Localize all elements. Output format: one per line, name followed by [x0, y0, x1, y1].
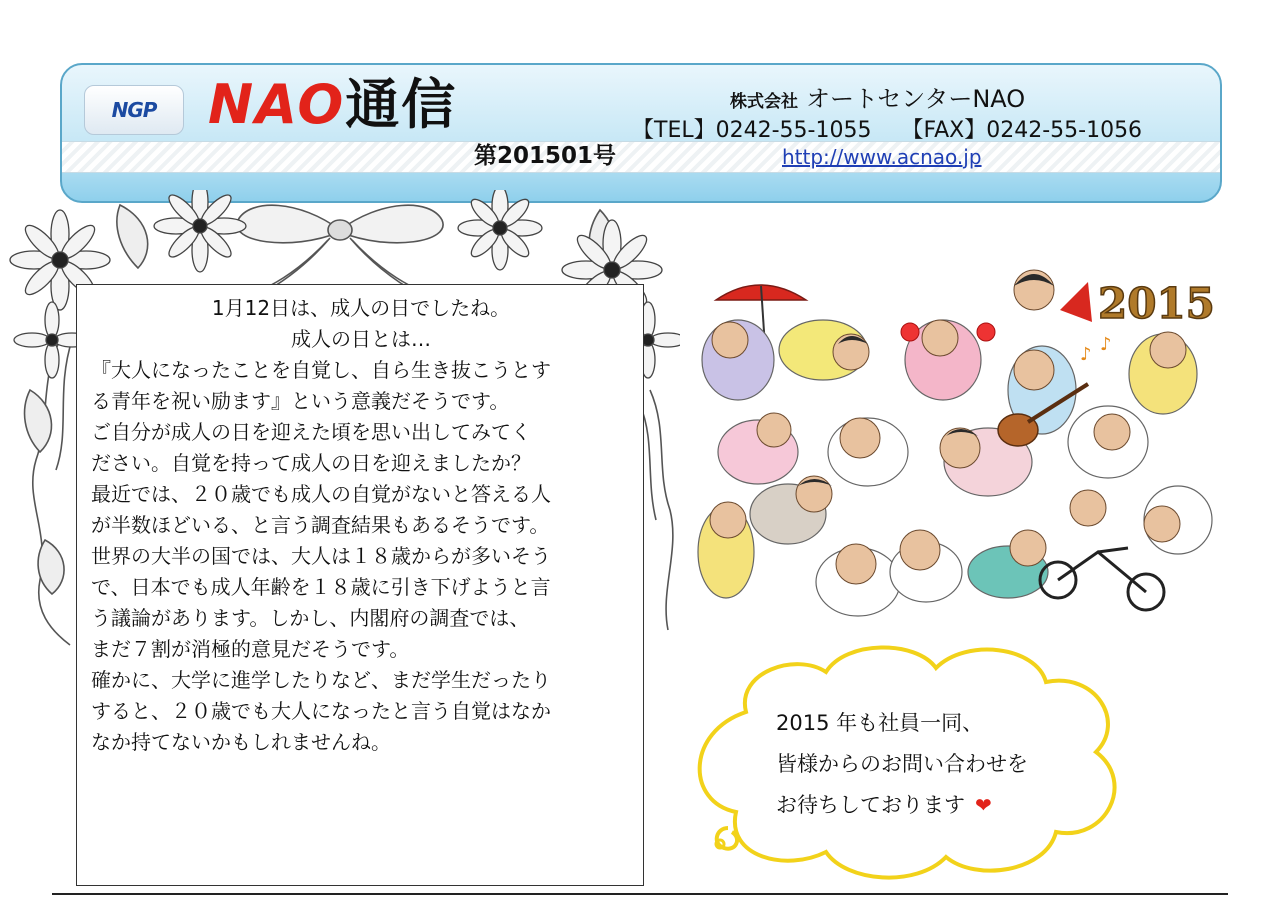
- year-2015-text: 2015: [1098, 279, 1215, 328]
- svg-text:♪: ♪: [1100, 334, 1112, 355]
- article-line: 最近では、２０歳でも成人の自覚がないと答える人: [91, 482, 551, 506]
- cloud-line: お待ちしております: [776, 793, 965, 817]
- cloud-line: 皆様からのお問い合わせを: [776, 752, 1028, 776]
- article-line: すると、２０歳でも大人になったと言う自覚はなか: [91, 699, 551, 723]
- cloud-line: 2015 年も社員一同、: [776, 711, 984, 735]
- article-line: 1月12日は、成人の日でしたね。: [211, 296, 511, 320]
- website-link[interactable]: http://www.acnao.jp: [782, 145, 982, 169]
- article-line: う議論があります。しかし、内閣府の調査では、: [91, 606, 530, 630]
- svg-text:♪: ♪: [1080, 344, 1092, 365]
- new-year-sheep-illustration: [688, 252, 1218, 632]
- motorcycle-icon: [1040, 548, 1164, 610]
- company-prefix: 株式会社: [730, 92, 798, 112]
- article-line: まだ７割が消極的意見だそうです。: [91, 637, 410, 661]
- fax-number: 【FAX】0242-55-1056: [901, 118, 1143, 143]
- newsletter-header: [60, 63, 1222, 203]
- article-line: なか持てないかもしれませんね。: [91, 730, 391, 754]
- article-line: 確かに、大学に進学したりなど、まだ学生だったり: [91, 668, 551, 692]
- article-line: 『大人になったことを自覚し、自ら生き抜こうとす: [91, 358, 551, 382]
- cloud-message: [776, 703, 1028, 826]
- company-logo: [84, 85, 184, 135]
- company-name: [730, 79, 1025, 114]
- company-name-text: オートセンターNAO: [806, 85, 1026, 113]
- article-line: 世界の大半の国では、大人は１８歳からが多いそう: [91, 544, 551, 568]
- article-box: [76, 284, 644, 886]
- article-line: 成人の日とは…: [291, 327, 431, 351]
- tel-number: 【TEL】0242-55-1055: [632, 118, 872, 143]
- bottom-rule: [52, 893, 1228, 895]
- cloud-line-with-heart: [776, 785, 1028, 826]
- article-line: が半数ほどいる、と言う調査結果もあるそうです。: [91, 513, 550, 537]
- article-line: ださい。自覚を持って成人の日を迎えましたか？: [91, 451, 531, 475]
- title-suffix: 通信: [345, 73, 458, 136]
- article-line: で、日本でも成人年齢を１８歳に引き下げようと言: [91, 575, 551, 599]
- newsletter-title: [208, 69, 457, 141]
- logo-text: NGP: [111, 98, 157, 122]
- issue-number: 第201501号: [474, 143, 617, 169]
- article-line: る青年を祝い励ます』という意義だそうです。: [91, 389, 510, 413]
- header-stripe: [62, 141, 1220, 173]
- article-text: [91, 293, 631, 758]
- article-line: ご自分が成人の日を迎えた頃を思い出してみてく: [91, 420, 531, 444]
- title-nao: NAO: [208, 73, 346, 136]
- contact-info: [632, 113, 1142, 144]
- heart-icon: ❤: [975, 793, 992, 817]
